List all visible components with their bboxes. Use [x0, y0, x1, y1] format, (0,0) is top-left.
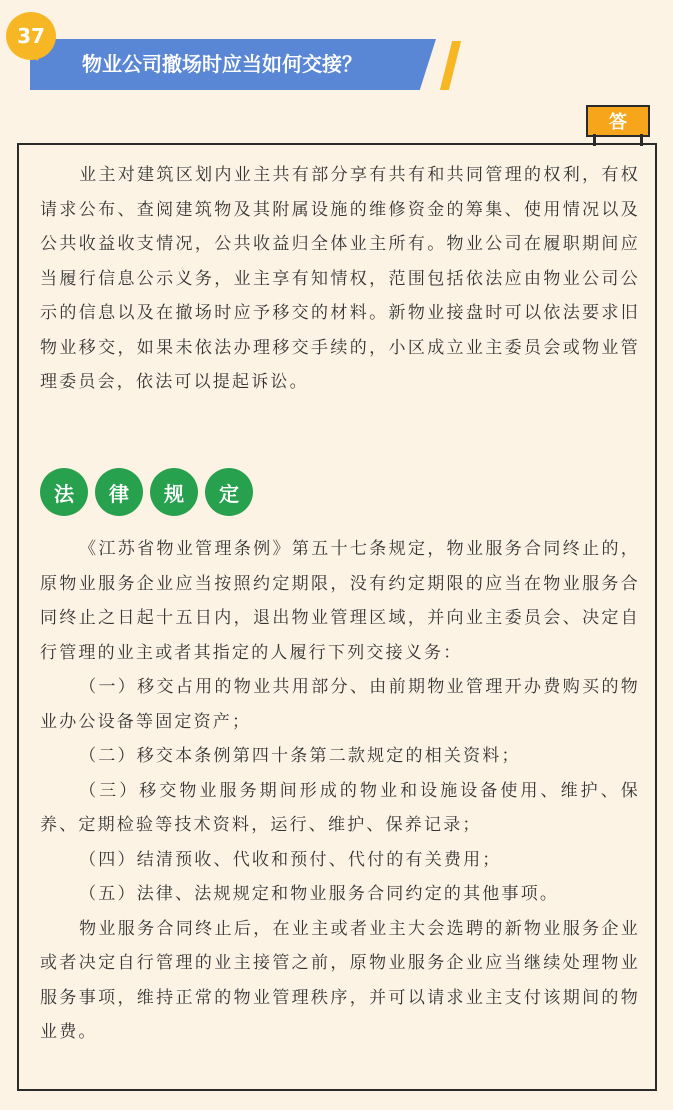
answer-tag: 答 [586, 105, 650, 137]
law-intro-paragraph: 《江苏省物业管理条例》第五十七条规定，物业服务合同终止的，原物业服务企业应当按照约定期限，没有约定期限的应当在物业服务合同终止之日起十五日内，退出物业管理区域，并向业主委员会、决定自行管理的业主或者其指定的人履行下列交接义务： [40, 539, 640, 663]
banner-accent-stripe [440, 41, 461, 90]
answer-tag-left-leg [593, 134, 596, 146]
law-item-5: （五）法律、法规规定和物业服务合同约定的其他事项。 [79, 884, 560, 904]
law-section-title [40, 468, 253, 516]
answer-section [40, 158, 640, 400]
law-section [40, 532, 640, 1050]
question-number-badge: 37 [6, 12, 56, 60]
law-title-char: 法 [40, 468, 88, 516]
law-title-char: 定 [205, 468, 253, 516]
answer-tag-right-leg [640, 134, 643, 146]
answer-paragraph: 业主对建筑区划内业主共有部分享有共有和共同管理的权利，有权请求公布、查阅建筑物及其附属设施的维修资金的筹集、使用情况以及公共收益收支情况，公共收益归全体业主所有。物业公司在履职期间应当履行信息公示义务，业主享有知情权，范围包括依法应由物业公司公示的信息以及在撤场时应予移交的材料。新物业接盘时可以依法要求旧物业移交，如果未依法办理移交手续的，小区成立业主委员会或物业管理委员会，依法可以提起诉讼。 [40, 165, 640, 392]
law-item-4: （四）结清预收、代收和预付、代付的有关费用； [79, 849, 502, 870]
question-title: 物业公司撤场时应当如何交接？ [82, 52, 362, 76]
law-closing-paragraph: 物业服务合同终止后，在业主或者业主大会选聘的新物业服务企业或者决定自行管理的业主接管之前，原物业服务企业应当继续处理物业服务事项，维持正常的物业管理秩序，并可以请求业主支付该期间的物业费。 [40, 918, 640, 1042]
law-item-3: （三）移交物业服务期间形成的物业和设施设备使用、维护、保养、定期检验等技术资料，运行、维护、保养记录； [40, 780, 640, 835]
law-item-1: （一）移交占用的物业共用部分、由前期物业管理开办费购买的物业办公设备等固定资产； [40, 677, 640, 732]
law-item-2: （二）移交本条例第四十条第二款规定的相关资料； [79, 746, 521, 766]
law-title-char: 律 [95, 468, 143, 516]
law-title-char: 规 [150, 468, 198, 516]
